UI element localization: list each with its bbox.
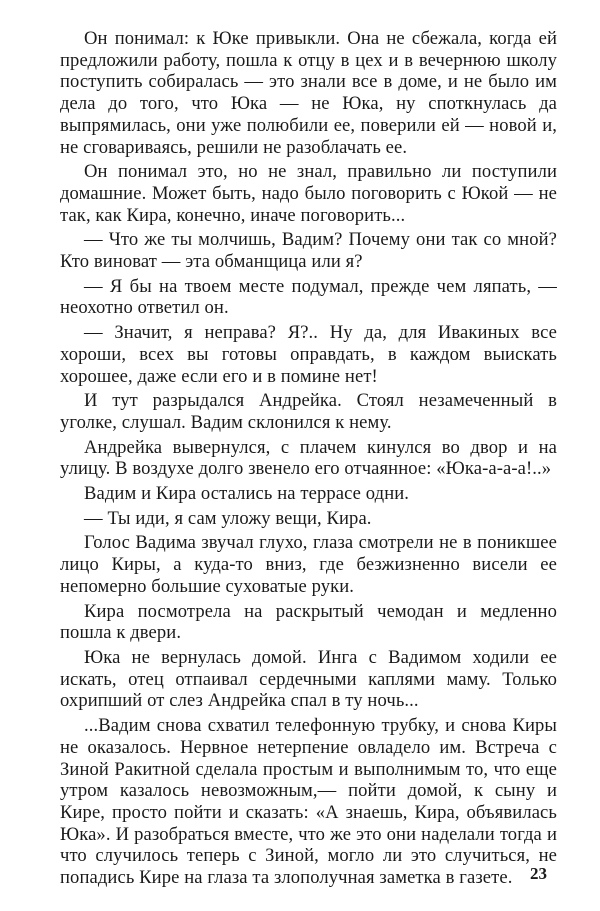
paragraph-2: Он понимал это, но не знал, правильно ли поступили домашние. Может быть, надо было поговорить с Юкой — не так, как Кира, конечно, иначе поговорить... xyxy=(60,161,557,226)
paragraph-8: Вадим и Кира остались на террасе одни. xyxy=(84,483,410,505)
paragraph-1: Он понимал: к Юке привыкли. Она не сбежала, когда ей предложили работу, пошла к отцу в цех и в вечернюю школу поступить собиралась — это знали все в доме, и не было им дела до того, что Юка — не Юка, ну споткнулась да выпрямилась, они уже полюбили ее, поверили ей — новой и, не сговариваясь, решили не разоблачать ее. xyxy=(60,28,557,158)
paragraph-11: Кира посмотрела на раскрытый чемодан и медленно пошла к двери. xyxy=(60,600,557,644)
paragraph-4: — Я бы на твоем месте подумал, прежде чем ляпать, — неохотно ответил он. xyxy=(60,275,557,319)
paragraph-12: Юка не вернулась домой. Инга с Вадимом ходили ее искать, отец отпаивал сердечными каплями маму. Только охрипший от слез Андрейка спал в ту ночь... xyxy=(60,646,557,712)
paragraph-6: И тут разрыдался Андрейка. Стоял незамеченный в уголке, слушал. Вадим склонился к нему. xyxy=(60,390,557,433)
paragraph-13: ...Вадим снова схватил телефонную трубку, и снова Киры не оказалось. Нервное нетерпение овладело им. Встреча с Зиной Ракитной сделала простым и выполнимым то, что еще утром казалось невозможным,— пойти домой, к сыну и Кире, просто пойти и сказать: «А знаешь, Кира, объявилась Юка». И разобраться вместе, что же это они наделали тогда и что случилось теперь с Зиной, могло ли это случиться, не попадись Кире на глаза та злополучная заметка в газете. xyxy=(60,715,557,889)
paragraph-5: — Значит, я неправа? Я?.. Ну да, для Ивакиных все хороши, всех вы готовы оправдать, в каждом выискать хорошее, даже если его и в помине нет! xyxy=(60,322,557,387)
page-number: 23 xyxy=(530,864,547,883)
paragraph-9: — Ты иди, я сам уложу вещи, Кира. xyxy=(84,507,372,529)
paragraph-10: Голос Вадима звучал глухо, глаза смотрели не в поникшее лицо Киры, а куда-то вниз, где безжизненно висели ее непомерно большие суховатые руки. xyxy=(60,532,557,597)
page-text xyxy=(60,28,557,889)
paragraph-3: — Что же ты молчишь, Вадим? Почему они так со мной? Кто виноват — эта обманщица или я? xyxy=(60,229,557,273)
paragraph-7: Андрейка вывернулся, с плачем кинулся во двор и на улицу. В воздухе долго звенело его отчаянное: «Юка-а-а-а!..» xyxy=(60,436,557,480)
